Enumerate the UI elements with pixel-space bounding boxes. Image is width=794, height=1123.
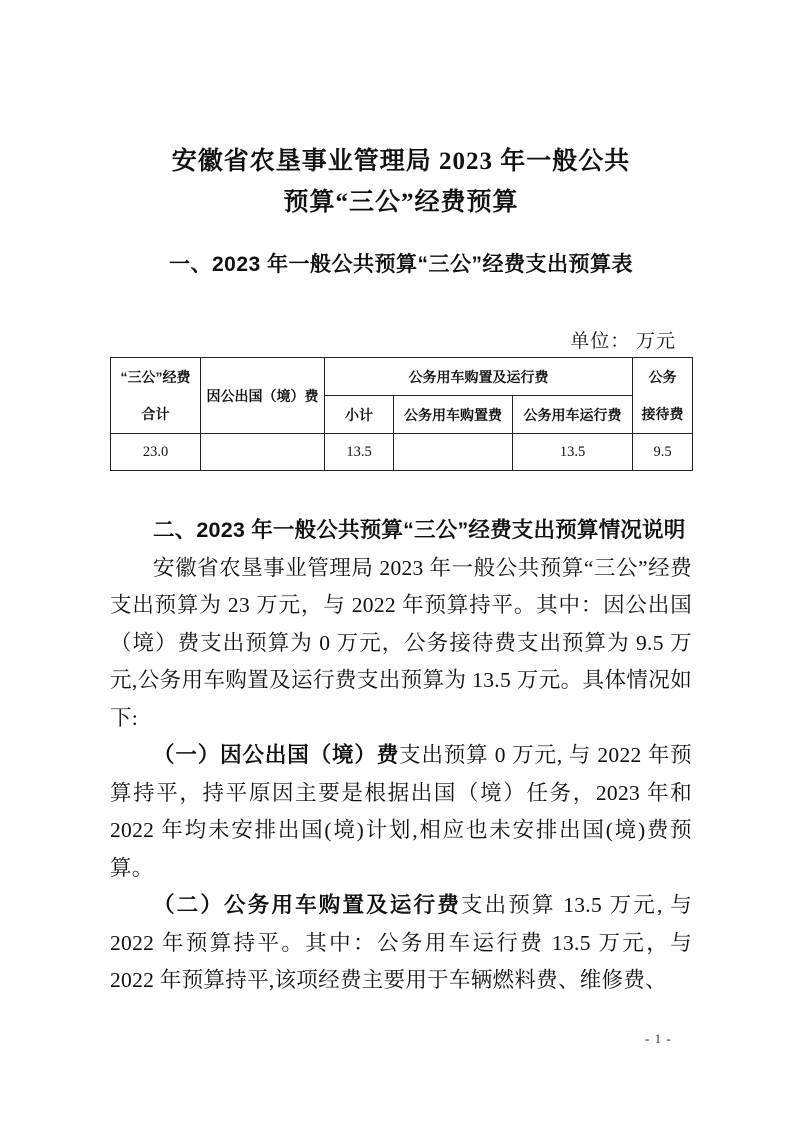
header-cell-total [111,358,201,434]
page-number-suffix: - [662,1031,672,1046]
table-unit-label: 单位： 万元 [570,331,676,352]
paragraph-item1-lead: （一）因公出国（境）费 [153,743,400,767]
value-cell-reception: 9.5 [633,434,693,471]
section-one-heading: 一、2023 年一般公共预算“三公”经费支出预算表 [168,253,634,276]
document-content [110,0,692,1000]
header-cell-abroad: 因公出国（境）费 [201,358,325,434]
header-total-line2: 合计 [141,405,170,422]
header-cell-operation: 公务用车运行费 [513,396,633,434]
paragraph-item2-body: 支出预算 13.5 万元, 与 2022 年预算持平。其中：公务用车运行费 13.5 万元，与 2022 年预算持平,该项经费主要用于车辆燃料费、维修费、 [110,893,692,992]
header-total-line1: “三公”经费 [120,368,191,385]
paragraph-item1 [110,737,692,887]
page-number [645,1031,672,1047]
value-cell-abroad [201,434,325,471]
paragraph-overview-text: 安徽省农垦事业管理局 2023 年一般公共预算“三公”经费支出预算为 23 万元，与 2022 年预算持平。其中：因公出国（境）费支出预算为 0 万元，公务接待费支出预算为 9.5 万元,公务用车购置及运行费支出预算为 13.5 万元。具体情况如下: [110,555,692,730]
paragraph-item1-body: 支出预算 0 万元, 与 2022 年预算持平，持平原因主要是根据出国（境）任务，2023 年和 2022 年均未安排出国(境)计划,相应也未安排出国(境)费预算。 [110,743,692,880]
header-cell-reception [633,358,693,434]
header-reception-line2: 接待费 [641,405,684,422]
page-number-prefix: - [645,1031,655,1046]
table-value-row [111,434,693,471]
header-reception-line1: 公务 [648,368,677,385]
value-cell-operation: 13.5 [513,434,633,471]
header-cell-vehicle-group: 公务用车购置及运行费 [325,358,633,396]
document-title [110,141,692,223]
value-cell-purchase [394,434,513,471]
three-public-budget-table [110,357,693,471]
document-title-line1: 安徽省农垦事业管理局 2023 年一般公共 [171,148,631,175]
value-cell-total: 23.0 [111,434,201,471]
document-title-line2: 预算“三公”经费预算 [283,189,519,216]
section-two-heading: 二、2023 年一般公共预算“三公”经费支出预算情况说明 [153,518,686,542]
page-number-value: 1 [654,1031,663,1046]
header-cell-purchase: 公务用车购置费 [394,396,513,434]
header-cell-subtotal: 小计 [325,396,394,434]
paragraph-item2-lead: （二）公务用车购置及运行费 [153,893,461,917]
paragraph-item2 [110,887,692,1000]
paragraph-overview [110,550,692,738]
table-header-row-1 [111,358,693,396]
value-cell-subtotal: 13.5 [325,434,394,471]
